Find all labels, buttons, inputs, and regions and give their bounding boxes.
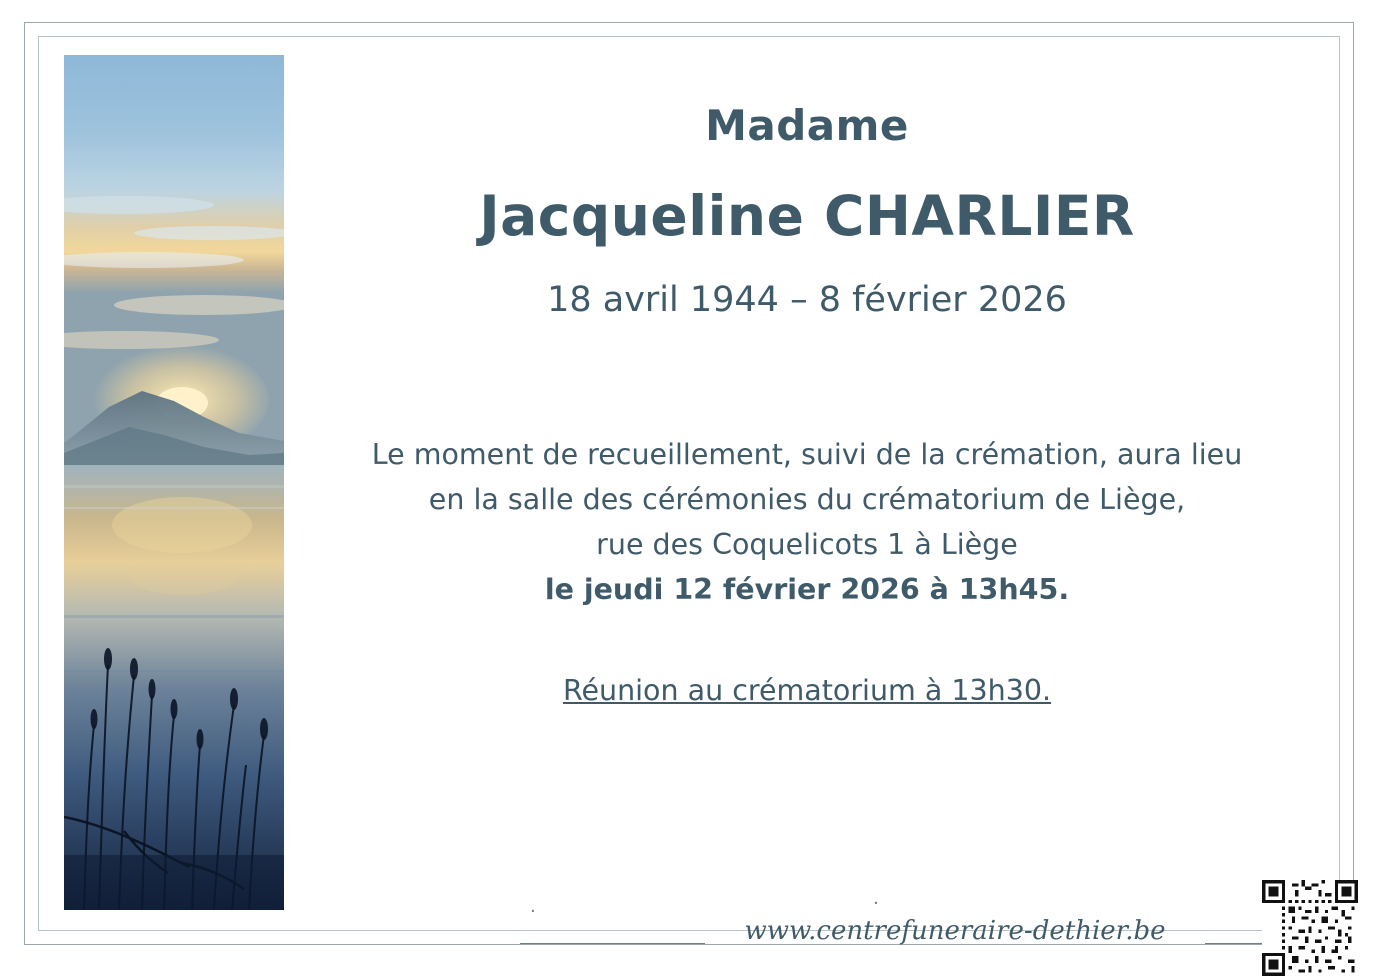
footer-right-mark: · bbox=[873, 893, 879, 914]
footer-left-mark: · bbox=[530, 901, 536, 922]
announcement-text bbox=[287, 53, 1327, 707]
title-prefix: Madame bbox=[705, 101, 909, 150]
gathering-wrapper bbox=[287, 612, 1327, 707]
lake-sunrise-photo bbox=[64, 55, 284, 910]
website-url[interactable]: www.centrefuneraire-dethier.be bbox=[744, 916, 1166, 946]
ceremony-line-2: en la salle des cérémonies du crématorium de Liège, bbox=[428, 483, 1186, 517]
life-dates: 18 avril 1944 – 8 février 2026 bbox=[547, 280, 1067, 320]
ceremony-datetime: le jeudi 12 février 2026 à 13h45. bbox=[544, 573, 1070, 607]
ceremony-details bbox=[287, 432, 1327, 612]
ceremony-line-3: rue des Coquelicots 1 à Liège bbox=[596, 528, 1018, 562]
qr-code-icon[interactable] bbox=[1262, 880, 1358, 976]
gathering-note: Réunion au crématorium à 13h30. bbox=[562, 674, 1052, 708]
footer-rule-left bbox=[520, 943, 705, 944]
announcement-card bbox=[24, 22, 1354, 945]
ceremony-line-1: Le moment de recueillement, suivi de la crémation, aura lieu bbox=[371, 438, 1243, 471]
deceased-name: Jacqueline CHARLIER bbox=[479, 184, 1135, 248]
